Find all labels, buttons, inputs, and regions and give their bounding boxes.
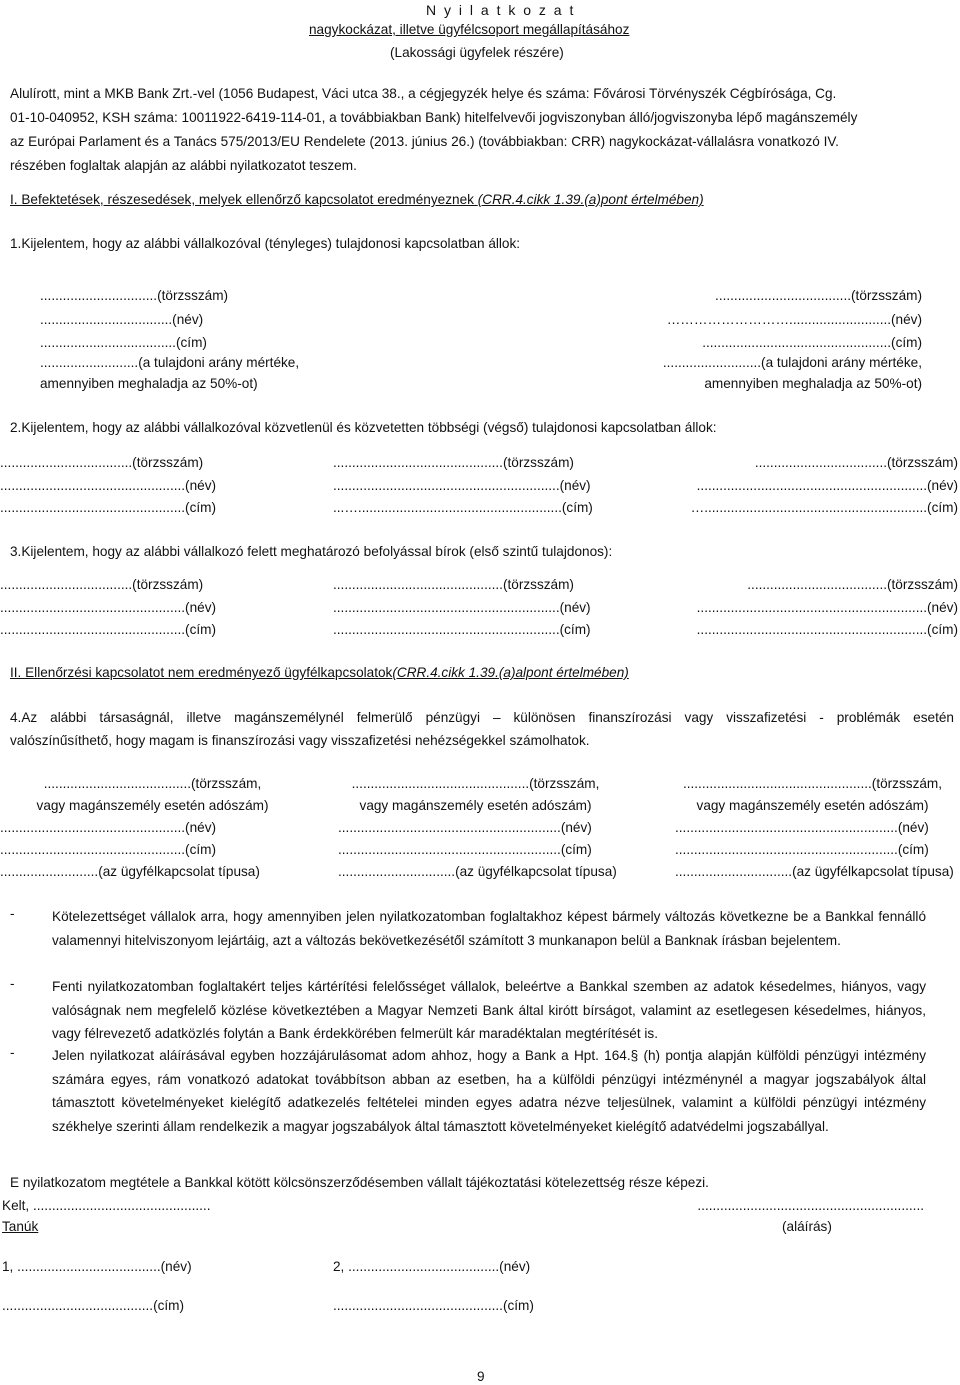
closing-statement: E nyilatkozatom megtétele a Bankkal kötött kölcsönszerződésemben vállalt tájékoztatási kötelezettség része képezi. [10, 1175, 709, 1190]
q1-left-reg-field[interactable]: ...............................(törzsszám) [40, 288, 229, 303]
q1-left-share-field[interactable]: ..........................(a tulajdoni arány mértéke, [40, 355, 300, 370]
q4-col1-reg-field[interactable]: .......................................(törzsszám, [43, 776, 262, 791]
q1-left-addr-field[interactable]: ....................................(cím) [40, 335, 207, 350]
q4-col3-reg-field[interactable]: ..................................................(törzsszám, [682, 776, 943, 791]
question-4-line2: valószínűsíthető, hogy magam is finanszírozási vagy visszafizetési nehézségekkel számolhatok. [10, 733, 590, 748]
question-3: 3.Kijelentem, hogy az alábbi vállalkozó felett meghatározó befolyással bírok (első szintű tulajdonos): [10, 544, 613, 559]
intro-line: részében foglaltak alapján az alábbi nyilatkozatot teszem. [10, 158, 357, 173]
document-audience: (Lakossági ügyfelek részére) [390, 45, 564, 60]
q2-col1-name-field[interactable]: .................................................(név) [0, 478, 217, 493]
intro-line: 01-10-040952, KSH száma: 10011922-6419-114-01, a továbbiakban Bank) hitelfelvevői jogviszonyban álló/jogviszonyba lépő magánszemély [10, 110, 858, 125]
q2-col1-addr-field[interactable]: .................................................(cím) [0, 500, 217, 515]
section-2-heading-main: II. Ellenőrzési kapcsolatot nem eredményező ügyfélkapcsolatok [10, 665, 393, 680]
q4-col3-type-field[interactable]: ...............................(az ügyfélkapcsolat típusa) [675, 864, 954, 879]
signature-field[interactable]: ............................................................ [697, 1198, 924, 1213]
q1-right-share-field[interactable]: ..........................(a tulajdoni arány mértéke, [662, 355, 922, 370]
q4-col1-tax-label: vagy magánszemély esetén adószám) [36, 798, 269, 813]
q3-col1-addr-field[interactable]: .................................................(cím) [0, 622, 217, 637]
q1-left-share-note: amennyiben meghaladja az 50%-ot) [40, 376, 258, 391]
bullet-text: Fenti nyilatkozatomban foglaltakért teljes kártérítési felelősséget vállalok, beleértve a Bankkal szemben az adatok késedelmes, hiányos, vagy valóságnak nem megfelelő közlése következtében a Magyar Nemzeti Bank által kirótt bírságot, valamint az esetlegesen késedelmes, hiányos, vagy félrevezető adatközlés folytán a Bank érdekkörében felmerült kár maradéktalan megtérítését is. [52, 979, 926, 1041]
q2-col3-addr-field[interactable]: …...........................................................(cím) [690, 500, 958, 515]
intro-line: Alulírott, mint a MKB Bank Zrt.-vel (1056 Budapest, Váci utca 38., a cégjegyzék helye és száma: Fővárosi Törvényszék Cégbírósága, Cg. [10, 86, 837, 101]
intro-line: az Európai Parlament és a Tanács 575/2013/EU Rendelete (2013. június 26.) (továbbiakban: CRR) nagykockázat-vállalásra vonatkozó IV. [10, 134, 839, 149]
q4-col2-name-field[interactable]: ...........................................................(név) [338, 820, 592, 835]
bullet-text: Jelen nyilatkozat aláírásával egyben hozzájárulásomat adom ahhoz, hogy a Bank a Hpt. 164.§ (h) pontja alapján külföldi pénzügyi intézmény számára egyes, rám vonatkozó adatokat továbbítson abban az esetben, ha a külföldi pénzügyi intézménynél a magyar jogszabályok által támasztott követelményeket kielégítő adatkezelés feltételei minden egyes adatra nézve teljesülnek, valamint a külföldi pénzügyi intézmény székhelye szerinti állam rendelkezik a magyar jogszabályok által támasztott követelményeket kielégítő adatvédelmi jogszabállyal. [52, 1048, 926, 1134]
witness-1-addr-field[interactable]: ........................................(cím) [2, 1298, 185, 1313]
q1-left-name-field[interactable]: ...................................(név) [40, 312, 204, 327]
q4-col1-type-field[interactable]: ..........................(az ügyfélkapcsolat típusa) [0, 864, 260, 879]
q2-col2-name-field[interactable]: ............................................................(név) [333, 478, 591, 493]
section-2-heading [10, 665, 629, 680]
q1-right-name-field[interactable]: ………………………...........................(név) [666, 312, 922, 327]
q2-col2-reg-field[interactable]: .............................................(törzsszám) [333, 455, 574, 470]
q3-col1-reg-field[interactable]: ...................................(törzsszám) [0, 577, 204, 592]
section-1-heading [10, 192, 704, 207]
page-number: 9 [477, 1369, 485, 1384]
witnesses-label: Tanúk [2, 1219, 39, 1234]
bullet-dash: - [10, 906, 15, 921]
bullet-dash: - [10, 976, 15, 991]
q4-col3-tax-label: vagy magánszemély esetén adószám) [696, 798, 929, 813]
q2-col2-addr-field[interactable]: ...…......................................................(cím) [333, 500, 593, 515]
document-subtitle: nagykockázat, illetve ügyfélcsoport megállapításához [309, 22, 630, 37]
q4-col2-reg-field[interactable]: ...............................................(törzsszám, [351, 776, 600, 791]
q3-col3-name-field[interactable]: .............................................................(név) [696, 600, 958, 615]
section-2-heading-ref: (CRR.4.cikk 1.39.(a)alpont értelmében) [392, 665, 629, 680]
question-2: 2.Kijelentem, hogy az alábbi vállalkozóval közvetlenül és közvetetten többségi (végső) tulajdonosi kapcsolatban állok: [10, 420, 717, 435]
witness-1-name-field[interactable]: 1, ......................................(név) [2, 1259, 192, 1274]
q1-right-share-note: amennyiben meghaladja az 50%-ot) [704, 376, 922, 391]
section-1-heading-ref: (CRR.4.cikk 1.39.(a)pont értelmében) [477, 192, 704, 207]
q3-col2-reg-field[interactable]: .............................................(törzsszám) [333, 577, 574, 592]
q4-col3-name-field[interactable]: ...........................................................(név) [675, 820, 929, 835]
witness-2-name-field[interactable]: 2, ........................................(név) [333, 1259, 531, 1274]
q3-col2-name-field[interactable]: ............................................................(név) [333, 600, 591, 615]
bullet-dash: - [10, 1045, 15, 1060]
q3-col3-addr-field[interactable]: .............................................................(cím) [696, 622, 958, 637]
question-1: 1.Kijelentem, hogy az alábbi vállalkozóval (tényleges) tulajdonosi kapcsolatban állok: [10, 236, 521, 251]
q4-col2-tax-label: vagy magánszemély esetén adószám) [359, 798, 592, 813]
witness-2-addr-field[interactable]: .............................................(cím) [333, 1298, 534, 1313]
document-title: N y i l a t k o z a t [426, 2, 576, 18]
q4-col2-type-field[interactable]: ...............................(az ügyfélkapcsolat típusa) [338, 864, 617, 879]
q3-col3-reg-field[interactable]: .....................................(törzsszám) [747, 577, 958, 592]
q3-col2-addr-field[interactable]: ............................................................(cím) [333, 622, 591, 637]
q3-col1-name-field[interactable]: .................................................(név) [0, 600, 217, 615]
q4-col1-addr-field[interactable]: .................................................(cím) [0, 842, 217, 857]
q1-right-reg-field[interactable]: ....................................(törzsszám) [715, 288, 922, 303]
q2-col3-reg-field[interactable]: ...................................(törzsszám) [754, 455, 958, 470]
q4-col3-addr-field[interactable]: ...........................................................(cím) [675, 842, 929, 857]
q4-col2-addr-field[interactable]: ...........................................................(cím) [338, 842, 592, 857]
signature-label: (aláírás) [782, 1219, 832, 1234]
q4-col1-name-field[interactable]: .................................................(név) [0, 820, 217, 835]
q2-col1-reg-field[interactable]: ...................................(törzsszám) [0, 455, 204, 470]
bullet-text: Kötelezettséget vállalok arra, hogy amennyiben jelen nyilatkozatomban foglaltakhoz képest bármely változás következne be a Bankkal fennálló valamennyi hitelviszonyom lejártáig, azt a változás bekövetkezésétől számított 3 munkanapon belül a Banknak írásban bejelentem. [52, 909, 926, 948]
question-4-line1: 4.Az alábbi társaságnál, illetve magánszemélynél felmerülő pénzügyi – különösen finanszírozási vagy visszafizetési - problémák esetén [10, 710, 954, 725]
place-date-field[interactable]: Kelt, ............................................... [2, 1198, 211, 1213]
q2-col3-name-field[interactable]: .............................................................(név) [696, 478, 958, 493]
section-1-heading-main: I. Befektetések, részesedések, melyek ellenőrző kapcsolatot eredményeznek [10, 192, 478, 207]
q1-right-addr-field[interactable]: ..................................................(cím) [702, 335, 922, 350]
